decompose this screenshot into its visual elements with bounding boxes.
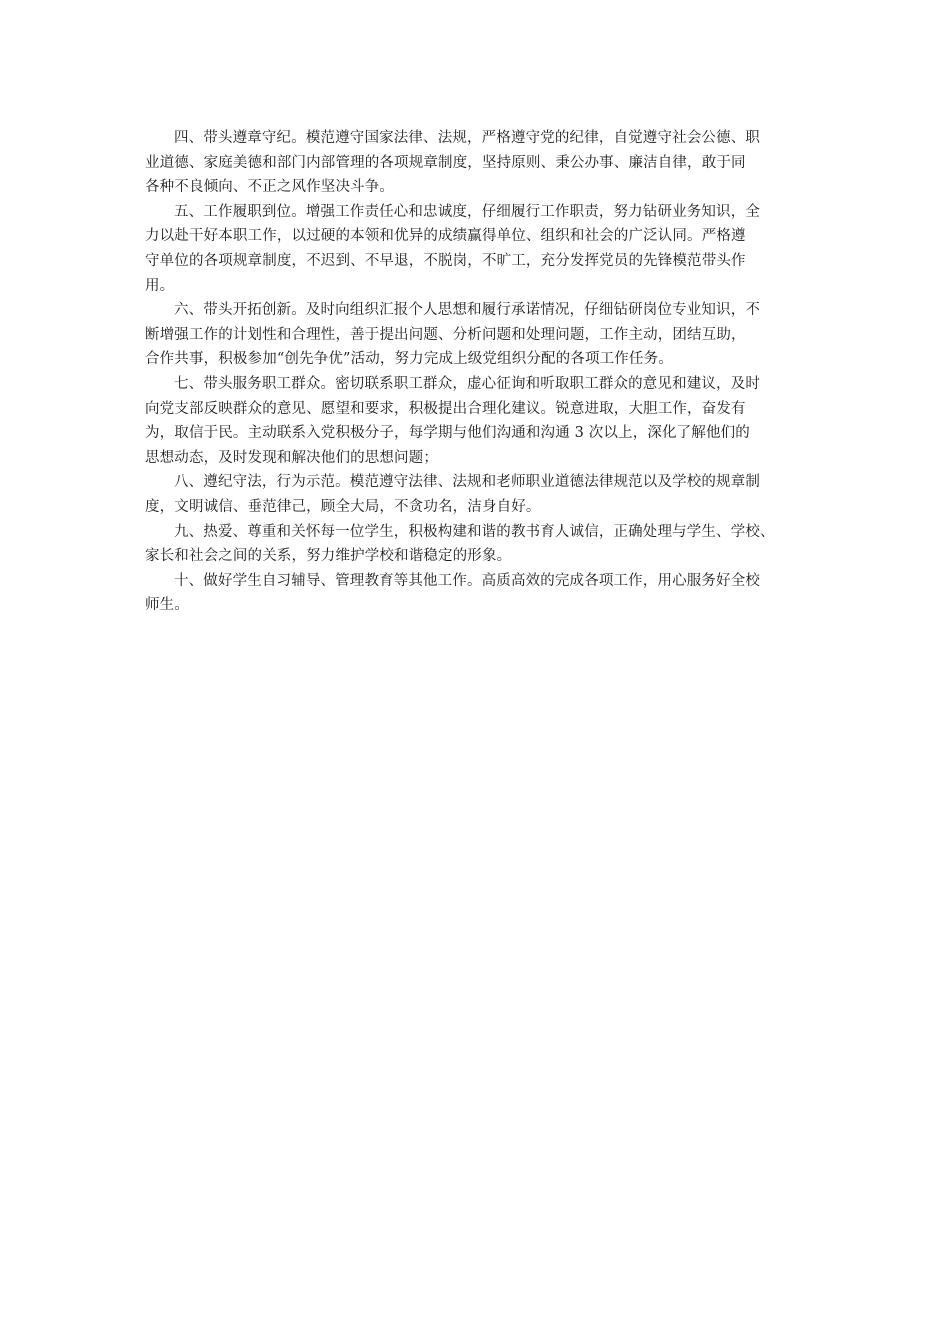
paragraph-line: 业道德、家庭美德和部门内部管理的各项规章制度，坚持原则、秉公办事、廉洁自律，敢于同 [145, 154, 746, 171]
paragraph-line: 六、带头开拓创新。及时向组织汇报个人思想和履行承诺情况，仔细钻研岗位专业知识，不 [174, 302, 760, 319]
paragraph-line: 合作共事，积极参加“创先争优”活动，努力完成上级党组织分配的各项工作任务。 [145, 351, 673, 368]
document-body [145, 126, 810, 618]
paragraph-line: 七、带头服务职工群众。密切联系职工群众，虚心征询和听取职工群众的意见和建议，及时 [174, 375, 760, 392]
paragraph-line: 五、工作履职到位。增强工作责任心和忠诚度，仔细履行工作职责，努力钻研业务知识，全 [174, 203, 760, 220]
paragraph-9 [145, 520, 810, 569]
paragraph-line: 为，取信于民。主动联系入党积极分子，每学期与他们沟通和沟通 3 次以上，深化了解他们的 [145, 425, 750, 442]
paragraph-line: 师生。 [145, 597, 189, 614]
paragraph-10 [145, 569, 810, 618]
paragraph-line: 各种不良倾向、不正之风作坚决斗争。 [145, 179, 395, 196]
paragraph-7 [145, 372, 810, 470]
paragraph-line: 力以赴干好本职工作，以过硬的本领和优异的成绩赢得单位、组织和社会的广泛认同。严格遵 [145, 228, 746, 245]
paragraph-8 [145, 470, 810, 519]
paragraph-4 [145, 126, 810, 200]
paragraph-5 [145, 200, 810, 298]
paragraph-line: 思想动态，及时发现和解决他们的思想问题； [145, 449, 438, 466]
paragraph-line: 度，文明诚信、垂范律己，顾全大局，不贪功名，洁身自好。 [145, 498, 541, 515]
paragraph-line: 八、遵纪守法，行为示范。模范遵守法律、法规和老师职业道德法律规范以及学校的规章制 [174, 474, 760, 491]
paragraph-6 [145, 298, 810, 372]
paragraph-line: 家长和社会之间的关系，努力维护学校和谐稳定的形象。 [145, 548, 512, 565]
paragraph-line: 四、带头遵章守纪。模范遵守国家法律、法规，严格遵守党的纪律，自觉遵守社会公德、职 [174, 130, 760, 146]
paragraph-line: 向党支部反映群众的意见、愿望和要求，积极提出合理化建议。锐意进取，大胆工作，奋发有 [145, 400, 746, 417]
paragraph-line: 用。 [145, 277, 175, 294]
paragraph-line: 十、做好学生自习辅导、管理教育等其他工作。高质高效的完成各项工作，用心服务好全校 [174, 572, 760, 589]
paragraph-line: 九、热爱、尊重和关怀每一位学生，积极构建和谐的教书育人诚信，正确处理与学生、学校、 [174, 523, 775, 540]
paragraph-line: 断增强工作的计划性和合理性，善于提出问题、分析问题和处理问题，工作主动，团结互助， [145, 326, 746, 343]
paragraph-line: 守单位的各项规章制度，不迟到、不早退，不脱岗，不旷工，充分发挥党员的先锋模范带头作 [145, 252, 746, 269]
